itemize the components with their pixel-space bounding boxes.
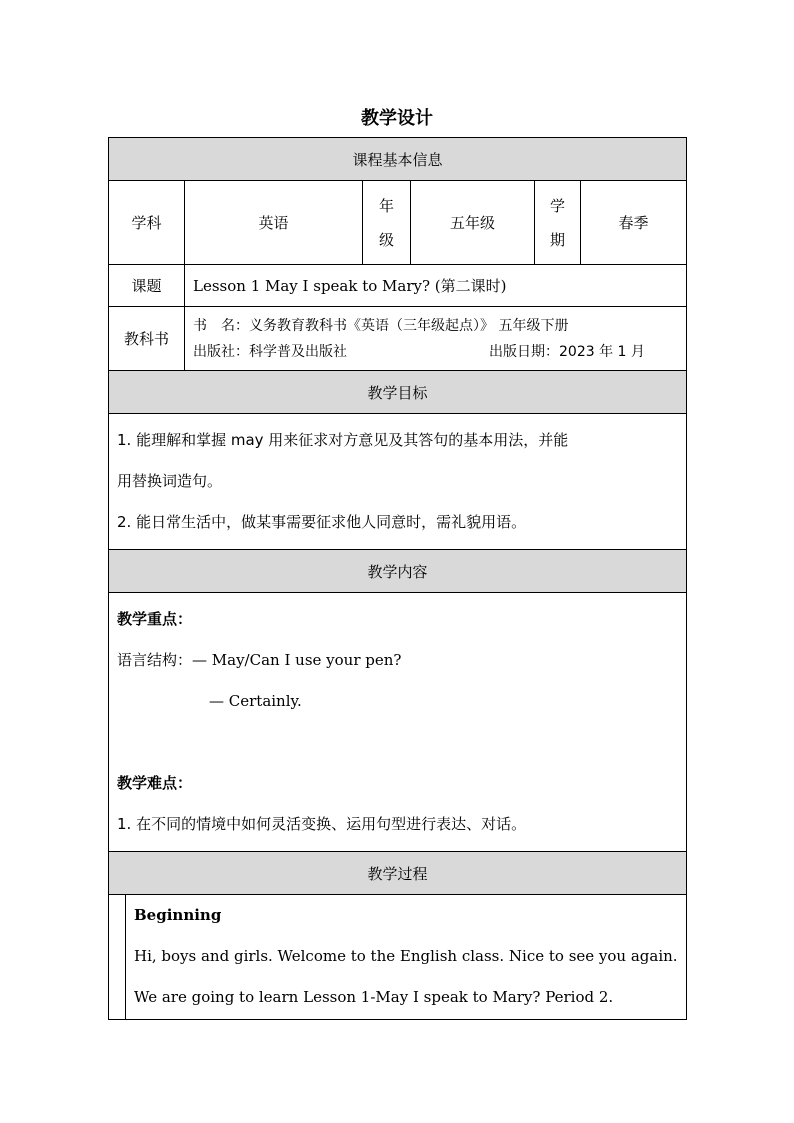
textbook-label: 教科书 [109,307,185,371]
objectives-content [109,414,687,550]
structure-answer: — Certainly. [209,692,302,710]
process-line: We are going to learn Lesson 1-May I speak to Mary? Period 2. [134,988,614,1006]
topic-label: 课题 [109,265,185,307]
publisher: 出版社：科学普及出版社 [193,343,347,360]
structure-question: — May/Can I use your pen? [192,651,402,669]
term-value: 春季 [581,181,687,265]
document-title: 教学设计 [361,108,433,129]
section-header-objectives: 教学目标 [109,371,687,414]
publish-date: 出版日期：2023 年 1 月 [489,343,645,360]
process-margin-column [109,895,126,1019]
term-label [535,181,581,265]
process-heading: Beginning [134,906,222,924]
lesson-plan-table [108,137,687,1020]
process-line: Hi, boys and girls. Welcome to the English class. Nice to see you again. [134,947,678,965]
objective-line: 2. 能日常生活中，做某事需要征求他人同意时，需礼貌用语。 [117,513,527,531]
book-name: 书 名：义务教育教科书《英语（三年级起点）》 五年级下册 [193,317,569,334]
section-header-process: 教学过程 [109,852,687,895]
section-header-basic-info: 课程基本信息 [109,138,687,181]
difficulty-line: 1. 在不同的情境中如何灵活变换、运用句型进行表达、对话。 [117,815,527,833]
grade-label-char-2: 级 [378,230,394,249]
textbook-info [185,307,687,371]
grade-value: 五年级 [411,181,535,265]
structure-line [117,640,678,681]
subject-value: 英语 [185,181,363,265]
objective-line: 用替换词造句。 [117,472,223,490]
structure-label: 语言结构： [117,651,193,669]
content-body [109,593,687,852]
term-label-char-2: 期 [549,230,565,249]
section-header-content: 教学内容 [109,550,687,593]
objective-line: 1. 能理解和掌握 may 用来征求对方意见及其答句的基本用法，并能 [117,431,569,449]
key-points-heading: 教学重点： [117,610,193,628]
grade-label [363,181,411,265]
process-content [109,895,687,1020]
topic-value: Lesson 1 May I speak to Mary? (第二课时) [185,265,687,307]
grade-label-char-1: 年 [378,196,394,215]
subject-label: 学科 [109,181,185,265]
difficulty-heading: 教学难点： [117,774,193,792]
term-label-char-1: 学 [549,196,565,215]
blank-line [117,722,678,763]
